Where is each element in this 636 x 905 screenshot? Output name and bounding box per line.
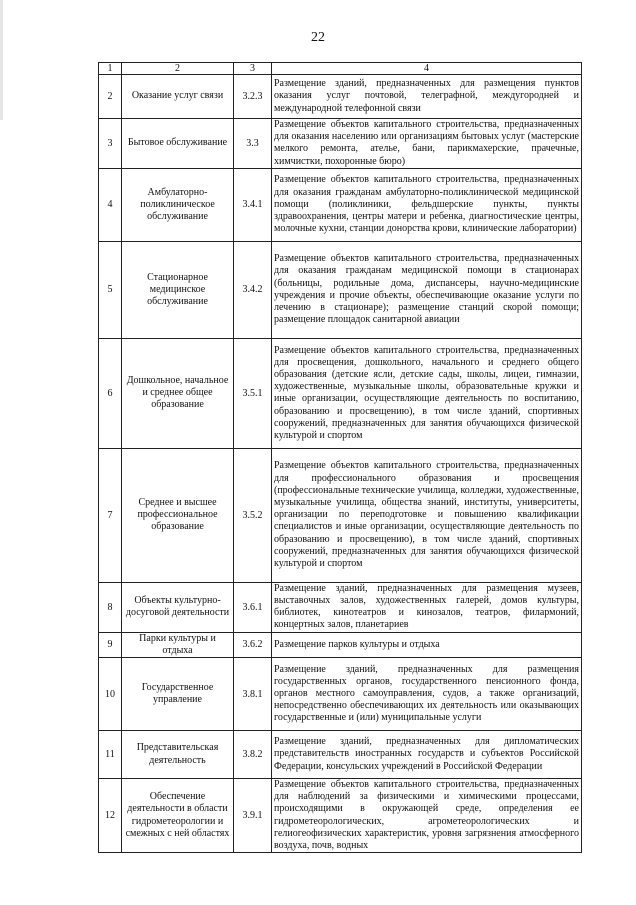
land-use-code: 3.6.1 <box>234 582 272 632</box>
land-use-name: Представительская деятельность <box>122 731 234 779</box>
land-use-description: Размещение объектов капитального строительства, предназначенных для профессионального образования и просвещения (профессиональные технические училища, колледжи, художественные, музыкальные училища, общества знаний, институты, университеты, организации по переподготовке и повышению квалификации специалистов и иные организации, осуществляющие деятельность по образованию и просвещению), в том числе зданий, спортивных сооружений, предназначенных для занятия обучающихся физической культурой и спортом <box>272 448 582 582</box>
land-use-name: Оказание услуг связи <box>122 75 234 119</box>
land-use-table <box>98 62 582 853</box>
table-row <box>99 168 582 241</box>
row-number: 9 <box>99 632 122 657</box>
land-use-code: 3.5.2 <box>234 448 272 582</box>
land-use-name: Обеспечение деятельности в области гидрометеорологии и смежных с ней областях <box>122 779 234 853</box>
land-use-code: 3.8.2 <box>234 731 272 779</box>
table-row <box>99 338 582 448</box>
land-use-name: Стационарное медицинское обслуживание <box>122 241 234 338</box>
land-use-name: Амбулаторно-поликлиническое обслуживание <box>122 168 234 241</box>
land-use-description: Размещение зданий, предназначенных для дипломатических представительств иностранных государств и субъектов Российской Федерации, консульских учреждений в Российской Федерации <box>272 731 582 779</box>
table-row <box>99 241 582 338</box>
column-number-3: 3 <box>234 63 272 75</box>
row-number: 2 <box>99 75 122 119</box>
land-use-description: Размещение парков культуры и отдыха <box>272 632 582 657</box>
table-row <box>99 632 582 657</box>
row-number: 10 <box>99 658 122 731</box>
land-use-code: 3.3 <box>234 119 272 169</box>
land-use-code: 3.6.2 <box>234 632 272 657</box>
land-use-description: Размещение объектов капитального строительства, предназначенных для просвещения, дошкольного, начального и среднего общего образования (детские ясли, детские сады, школы, лицеи, гимназии, художественные, музыкальные школы, образовательные кружки и иные организации, осуществляющие деятельность по воспитанию, образованию и просвещению), в том числе зданий, спортивных сооружений, предназначенных для занятия обучающихся физической культурой и спортом <box>272 338 582 448</box>
table-row <box>99 75 582 119</box>
land-use-code: 3.5.1 <box>234 338 272 448</box>
land-use-description: Размещение зданий, предназначенных для размещения пунктов оказания услуг почтовой, телеграфной, междугородней и международной телефонной связи <box>272 75 582 119</box>
land-use-description: Размещение объектов капитального строительства, предназначенных для оказания гражданам амбулаторно-поликлинической медицинской помощи (поликлиники, фельдшерские пункты, пункты здравоохранения, центры матери и ребенка, диагностические центры, молочные кухни, станции донорства крови, клинические лаборатории) <box>272 168 582 241</box>
table-row <box>99 779 582 853</box>
land-use-description: Размещение объектов капитального строительства, предназначенных для наблюдений за физическими и химическими процессами, происходящими в окружающей среде, определения ее гидрометеорологических, агрометеорологических и гелиогеофизических характеристик, уровня загрязнения атмосферного воздуха, почв, водных <box>272 779 582 853</box>
row-number: 7 <box>99 448 122 582</box>
land-use-code: 3.4.2 <box>234 241 272 338</box>
land-use-name: Бытовое обслуживание <box>122 119 234 169</box>
row-number: 8 <box>99 582 122 632</box>
row-number: 3 <box>99 119 122 169</box>
land-use-code: 3.9.1 <box>234 779 272 853</box>
land-use-code: 3.2.3 <box>234 75 272 119</box>
land-use-name: Парки культуры и отдыха <box>122 632 234 657</box>
row-number: 5 <box>99 241 122 338</box>
table-row <box>99 731 582 779</box>
land-use-description: Размещение зданий, предназначенных для размещения музеев, выставочных залов, художественных галерей, домов культуры, библиотек, кинотеатров и кинозалов, театров, филармоний, концертных залов, планетариев <box>272 582 582 632</box>
table-row <box>99 582 582 632</box>
row-number: 12 <box>99 779 122 853</box>
table-row <box>99 448 582 582</box>
row-number: 11 <box>99 731 122 779</box>
scan-edge-mark <box>0 0 3 120</box>
row-number: 4 <box>99 168 122 241</box>
row-number: 6 <box>99 338 122 448</box>
column-number-row <box>99 63 582 75</box>
land-use-name: Государственное управление <box>122 658 234 731</box>
column-number-2: 2 <box>122 63 234 75</box>
page-number: 22 <box>311 30 325 45</box>
land-use-name: Объекты культурно-досуговой деятельности <box>122 582 234 632</box>
land-use-code: 3.8.1 <box>234 658 272 731</box>
table-row <box>99 658 582 731</box>
column-number-4: 4 <box>272 63 582 75</box>
column-number-1: 1 <box>99 63 122 75</box>
land-use-description: Размещение объектов капитального строительства, предназначенных для оказания населению или организациям бытовых услуг (мастерские мелкого ремонта, ателье, бани, парикмахерские, прачечные, химчистки, похоронные бюро) <box>272 119 582 169</box>
land-use-description: Размещение зданий, предназначенных для размещения государственных органов, государственного пенсионного фонда, органов местного самоуправления, судов, а также организаций, непосредственно обеспечивающих их деятельность или оказывающих государственные и (или) муниципальные услуги <box>272 658 582 731</box>
land-use-code: 3.4.1 <box>234 168 272 241</box>
table-row <box>99 119 582 169</box>
land-use-name: Среднее и высшее профессиональное образование <box>122 448 234 582</box>
land-use-description: Размещение объектов капитального строительства, предназначенных для оказания гражданам медицинской помощи в стационарах (больницы, родильные дома, диспансеры, научно-медицинские учреждения и прочие объекты, обеспечивающие оказание услуги по лечению в стационаре); размещение станций скорой помощи; размещение площадок санитарной авиации <box>272 241 582 338</box>
land-use-name: Дошкольное, начальное и среднее общее образование <box>122 338 234 448</box>
